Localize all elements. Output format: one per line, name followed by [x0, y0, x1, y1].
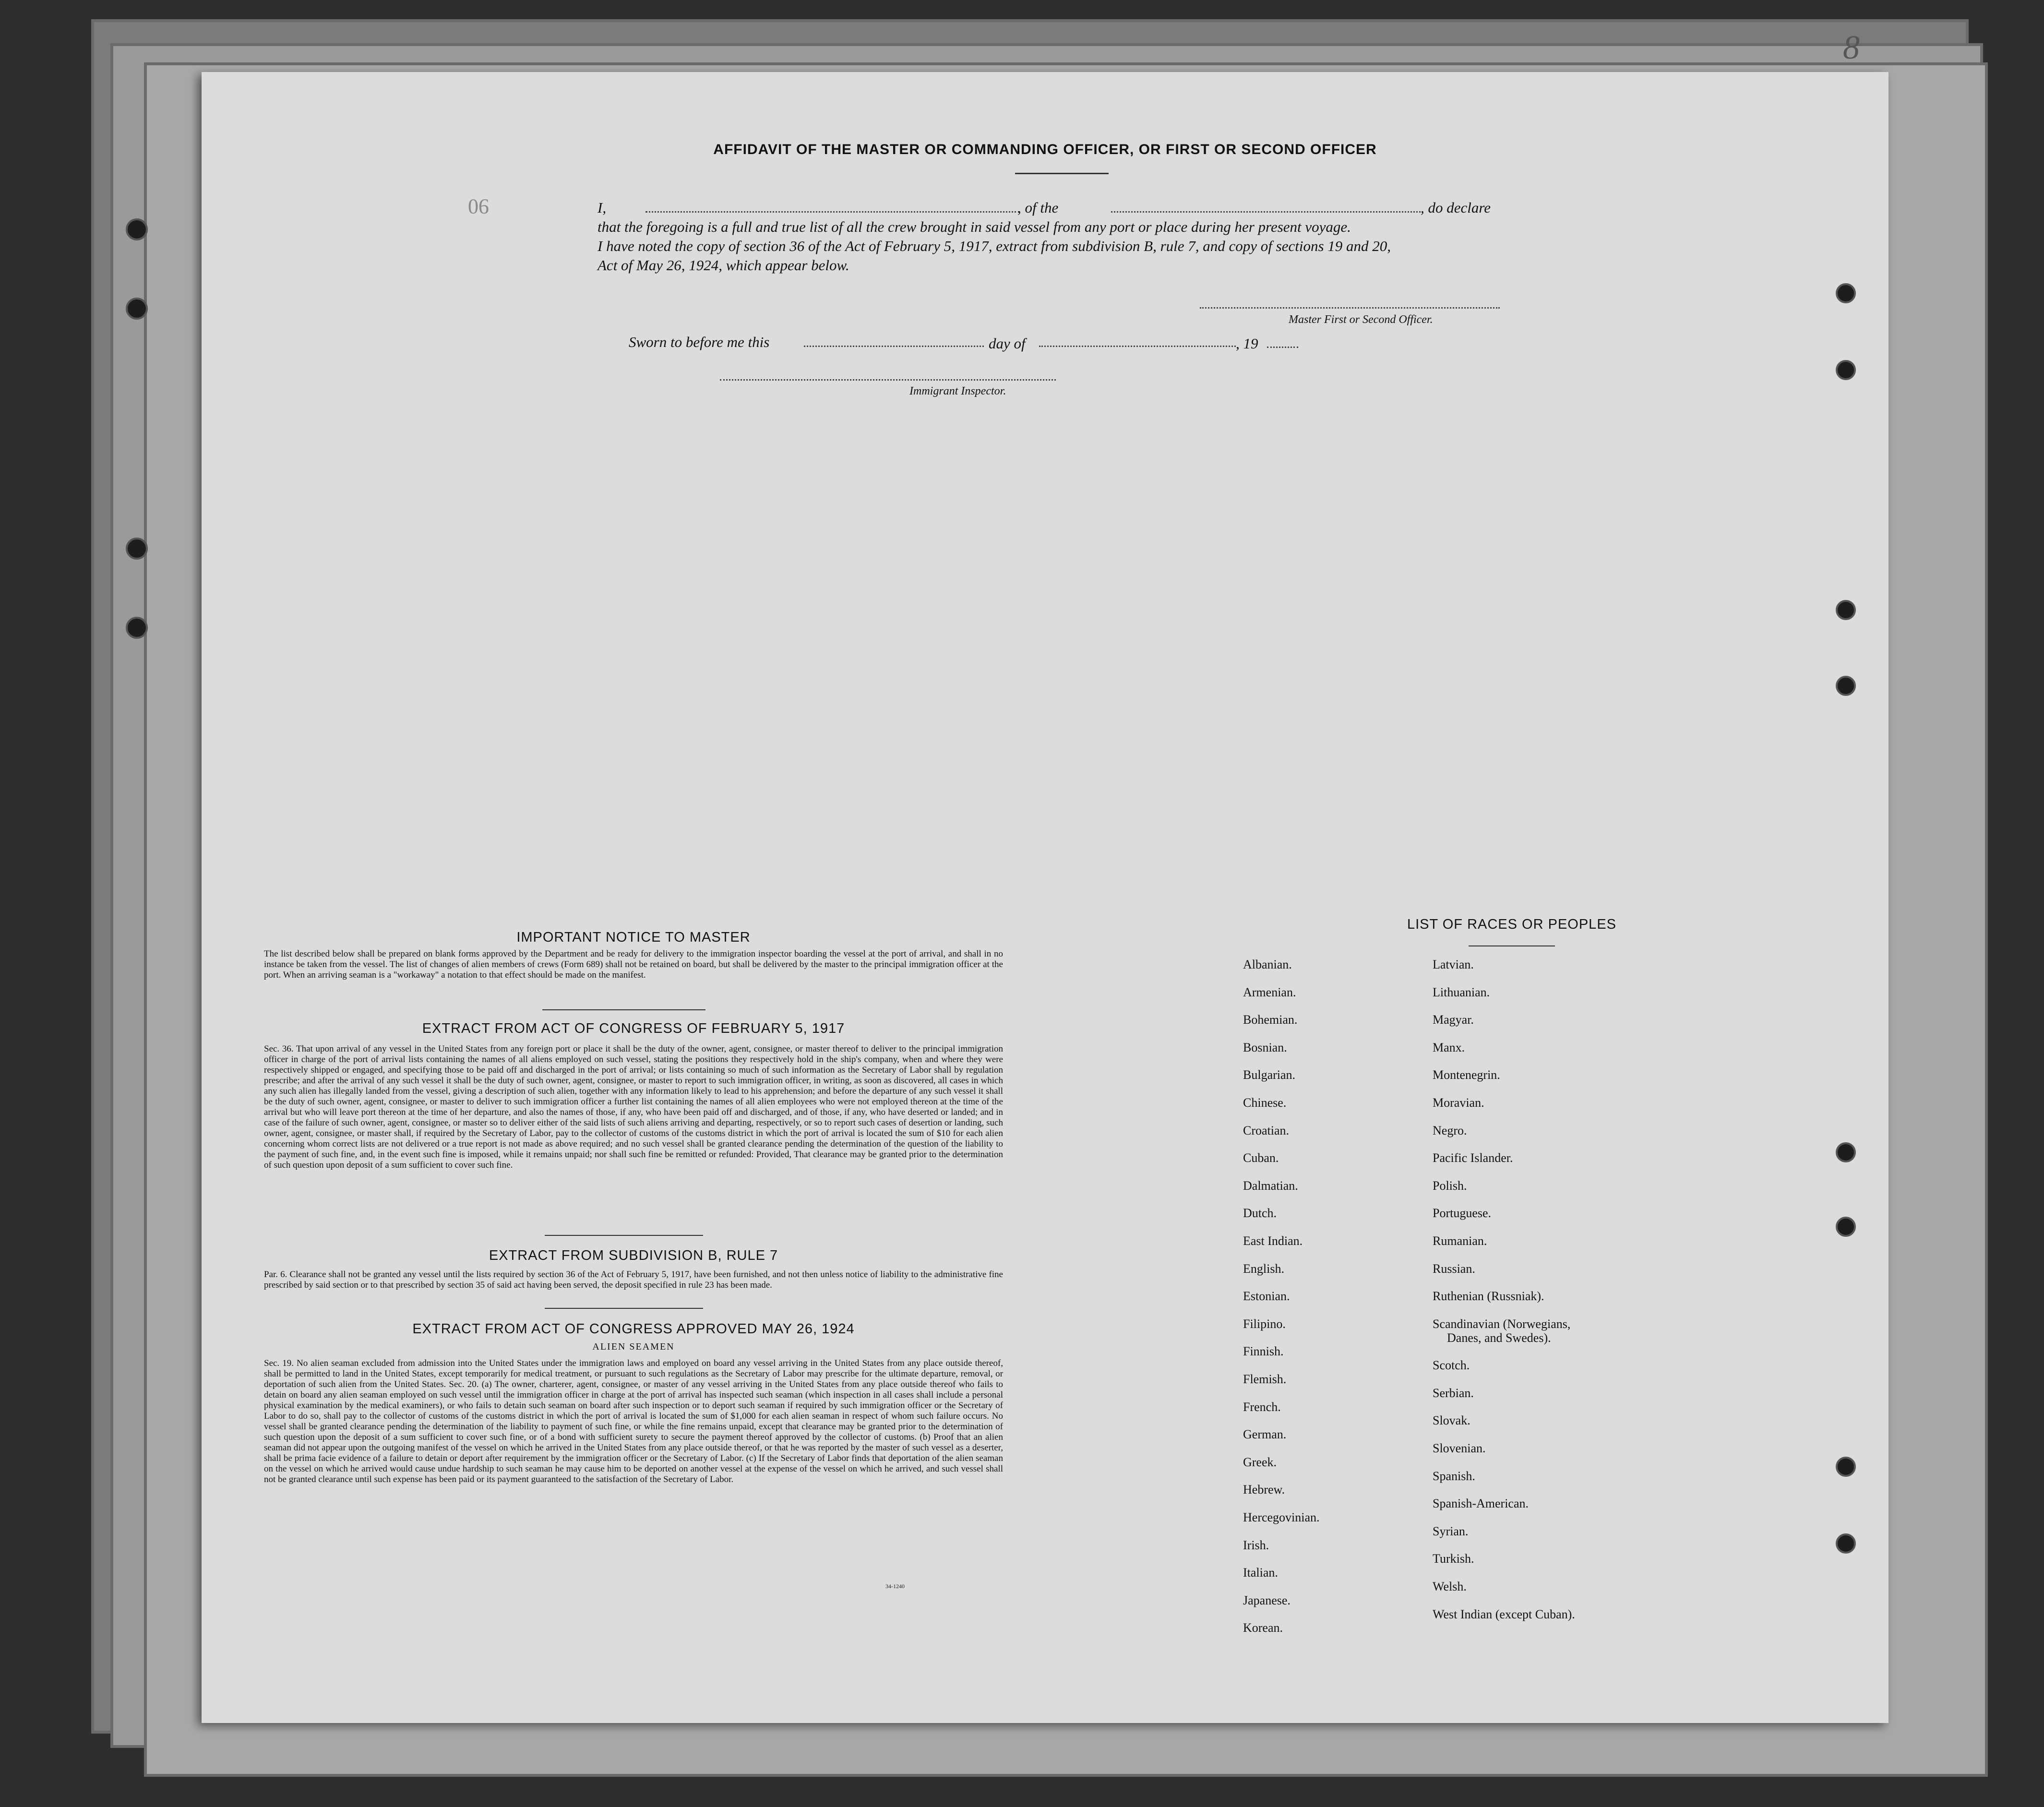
punch-hole-icon	[1836, 1457, 1856, 1477]
race-item: Turkish.	[1433, 1552, 1474, 1566]
affidavit-declare-label: , do declare	[1421, 199, 1491, 216]
extract-1924-text: Sec. 19. No alien seaman excluded from admission into the United States under the immigration laws and employed on board any vessel arriving in the United States from any place outside thereof, shall be permitted to land in the United States, except temporarily for medical treatment, or pursuant to such regulations as the Secretary of Labor may prescribe for the ultimate departure, removal, or deportation of such alien from the United States. Sec. 20. (a) The owner, charterer, agent, consignee, or master of any vessel arriving in the United States from any place outside thereof who fails to detain on board any alien seaman employed on such vessel until the immigration officer in charge at the port of arrival has inspected such seaman (which inspection in all cases shall include a personal physical examination by the medical examiners), or who fails to detain such seaman on board after such inspection or to deport such seaman if required by such immigration officer or the Secretary of Labor to do so, shall pay to the collector of customs of the customs district in which the port of arrival is located the sum of $1,000 for each alien seaman in respect of whom such failure occurs. No vessel shall be granted clearance pending the determination of the liability to payment of such fine, or while the fine remains unpaid, except that clearance may be granted prior to the determination of such question upon the deposit of a sum sufficient to cover such fine, or of a bond with sufficient surety to secure the payment thereof approved by the collector of customs. (b) Proof that an alien seaman did not appear upon the outgoing manifest of the vessel on which he arrived in the United States from any place outside thereof, or that he was reported by the master of such vessel as a deserter, shall be prima facie evidence of a failure to detain or deport after requirement by the immigration officer or the Secretary of Labor. (c) If the Secretary of Labor finds that deportation of the alien seaman on the vessel on which he arrived would cause undue hardship to such seaman he may cause him to be deported on another vessel at the expense of the vessel on which he arrived, and such vessel shall not be granted clearance until such expense has been paid or its payment guaranteed to the satisfaction of the Secretary of Labor.	[264, 1358, 1003, 1484]
race-item: Irish.	[1243, 1538, 1269, 1552]
punch-hole-icon	[1836, 676, 1856, 696]
race-item: Bohemian.	[1243, 1013, 1298, 1027]
race-item: Bulgarian.	[1243, 1068, 1296, 1082]
race-item: Slovak.	[1433, 1413, 1470, 1428]
master-signature-label: Master First or Second Officer.	[1289, 313, 1433, 326]
divider	[1469, 945, 1555, 946]
divider	[1015, 173, 1109, 174]
race-item: Armenian.	[1243, 985, 1296, 999]
race-item: Cuban.	[1243, 1151, 1279, 1165]
race-item: Dalmatian.	[1243, 1178, 1298, 1193]
affidavit-line-3: I have noted the copy of section 36 of the Act of February 5, 1917, extract from subdivision B, rule 7, and copy of sections 19 and 20,	[598, 238, 1391, 254]
year-label: , 19	[1236, 335, 1258, 352]
race-item: Negro.	[1433, 1123, 1467, 1137]
stamp-number: 90	[468, 195, 489, 218]
race-item: Spanish-American.	[1433, 1496, 1529, 1511]
extract-1917-title: EXTRACT FROM ACT OF CONGRESS OF FEBRUARY 5, 1917	[422, 1021, 845, 1036]
punch-hole-icon	[126, 617, 148, 639]
race-item: Lithuanian.	[1433, 985, 1490, 999]
race-item: Russian.	[1433, 1261, 1475, 1276]
race-item: West Indian (except Cuban).	[1433, 1607, 1575, 1621]
race-item: Scotch.	[1433, 1358, 1470, 1373]
divider	[542, 1009, 705, 1010]
punch-hole-icon	[1836, 600, 1856, 620]
extract-1924-title: EXTRACT FROM ACT OF CONGRESS APPROVED MAY 26, 1924	[412, 1321, 855, 1337]
race-item: Korean.	[1243, 1621, 1283, 1635]
race-item: Chinese.	[1243, 1096, 1287, 1110]
sworn-day-field[interactable]	[804, 346, 984, 347]
race-item: Magyar.	[1433, 1013, 1474, 1027]
punch-hole-icon	[1836, 360, 1856, 380]
sworn-month-field[interactable]	[1039, 346, 1236, 347]
race-item: Hebrew.	[1243, 1483, 1285, 1497]
form-number: 34-1240	[885, 1583, 905, 1590]
race-item: German.	[1243, 1427, 1287, 1442]
race-item: Italian.	[1243, 1566, 1278, 1580]
divider	[545, 1235, 703, 1236]
master-name-field[interactable]	[645, 211, 1020, 213]
race-item: Montenegrin.	[1433, 1068, 1500, 1082]
race-item: Flemish.	[1243, 1372, 1287, 1386]
extract-1917-text: Sec. 36. That upon arrival of any vessel in the United States from any foreign port or place it shall be the duty of the owner, agent, consignee, or master thereof to deliver to the principal immigration officer in charge of the port of arrival lists containing the names of all aliens employed on such vessel, stating the positions they respectively hold in the ship's company, when and where they were respectively shipped or engaged, and specifying those to be paid off and discharged in the port of arrival; or lists containing so much of such information as the Secretary of Labor shall by regulation prescribe; and after the arrival of any such vessel it shall be the duty of such owner, agent, consignee, or master to report to such immigration officer, in writing, as soon as discovered, all cases in which any such alien has illegally landed from the vessel, giving a description of such alien, together with any information likely to lead to his apprehension; and before the departure of any such vessel it shall be the duty of such owner, agent, consignee, or master to deliver to such immigration officer a further list containing the names of all alien employees who were not employed thereon at the time of the arrival but who will leave port thereon at the time of her departure, and also the names of those, if any, who have been paid off and discharged, and of those, if any, who have deserted or landed; and in case of the failure of such owner, agent, consignee, or master so to deliver either of the said lists of such aliens arriving and departing, respectively, or so to report such cases of desertion or landing, such owner, agent, consignee, or master shall, if required by the Secretary of Labor, pay to the collector of customs of the customs district in which the port of arrival is located the sum of $10 for each alien concerning whom correct lists are not delivered or a true report is not made as above required; and no such vessel shall be granted clearance pending the determination of the question of the liability to the payment of such fine, and, in the event such fine is imposed, while it remains unpaid; nor shall such fine be remitted or refunded: Provided, That clearance may be granted prior to the determination of such question upon deposit of a sum sufficient to cover such fine.	[264, 1044, 1003, 1170]
race-item: Croatian.	[1243, 1123, 1290, 1137]
sworn-label: Sworn to before me this	[629, 334, 770, 350]
extract-rule7-text: Par. 6. Clearance shall not be granted any vessel until the lists required by section 36 of the Act of February 5, 1917, have been furnished, and not then unless notice of liability to the administrative fine prescribed by said section or to that prescribed by section 35 of said act having been served, the deposit specified in rule 23 has been made.	[264, 1269, 1003, 1290]
race-item: Danes, and Swedes).	[1447, 1330, 1551, 1345]
vessel-name-field[interactable]	[1111, 211, 1421, 213]
race-item: Pacific Islander.	[1433, 1151, 1513, 1165]
race-item: Welsh.	[1433, 1580, 1467, 1593]
punch-hole-icon	[126, 298, 148, 320]
day-of-label: day of	[989, 335, 1026, 352]
punch-hole-icon	[1836, 1142, 1856, 1162]
race-item: Finnish.	[1243, 1344, 1284, 1359]
sworn-year-field[interactable]	[1267, 347, 1298, 348]
manifest-page	[202, 72, 1889, 1723]
affidavit-i-label: I,	[598, 199, 607, 216]
race-item: Japanese.	[1243, 1593, 1291, 1607]
race-item: Spanish.	[1433, 1469, 1475, 1483]
race-item: Ruthenian (Russniak).	[1433, 1289, 1544, 1304]
race-item: Dutch.	[1243, 1206, 1277, 1221]
race-item: Slovenian.	[1433, 1441, 1486, 1455]
race-item: Serbian.	[1433, 1386, 1474, 1400]
inspector-signature-field[interactable]	[720, 379, 1056, 381]
race-item: Estonian.	[1243, 1289, 1290, 1304]
race-item: Filipino.	[1243, 1316, 1286, 1331]
page-number: 8	[1843, 29, 1860, 66]
punch-hole-icon	[1836, 283, 1856, 303]
races-title: LIST OF RACES OR PEOPLES	[1407, 917, 1617, 932]
extract-1924-subtitle: ALIEN SEAMEN	[592, 1341, 675, 1352]
race-item: Rumanian.	[1433, 1234, 1487, 1248]
punch-hole-icon	[1836, 1217, 1856, 1237]
race-item: Hercegovinian.	[1243, 1510, 1320, 1524]
race-item: Moravian.	[1433, 1096, 1484, 1110]
affidavit-of-the-label: , of the	[1017, 199, 1059, 216]
affidavit-line-4: Act of May 26, 1924, which appear below.	[598, 257, 849, 274]
affidavit-title: AFFIDAVIT OF THE MASTER OR COMMANDING OFFICER, OR FIRST OR SECOND OFFICER	[713, 142, 1377, 157]
race-item: Greek.	[1243, 1455, 1277, 1469]
notice-title: IMPORTANT NOTICE TO MASTER	[516, 930, 751, 945]
race-item: Polish.	[1433, 1178, 1467, 1193]
race-item: Manx.	[1433, 1040, 1465, 1054]
divider	[545, 1308, 703, 1309]
inspector-label: Immigrant Inspector.	[909, 385, 1006, 397]
punch-hole-icon	[1836, 1533, 1856, 1554]
race-item: Portuguese.	[1433, 1206, 1492, 1221]
race-item: French.	[1243, 1400, 1281, 1414]
extract-rule7-title: EXTRACT FROM SUBDIVISION B, RULE 7	[489, 1248, 778, 1263]
race-item: Latvian.	[1433, 957, 1474, 971]
race-item: Bosnian.	[1243, 1040, 1287, 1054]
punch-hole-icon	[126, 218, 148, 240]
race-item: East Indian.	[1243, 1234, 1303, 1248]
race-item: Syrian.	[1433, 1524, 1469, 1538]
affidavit-line-2: that the foregoing is a full and true list of all the crew brought in said vessel from any port or place during her present voyage.	[598, 218, 1351, 235]
race-item: English.	[1243, 1261, 1284, 1276]
punch-hole-icon	[126, 538, 148, 560]
master-signature-field[interactable]	[1200, 307, 1500, 309]
notice-text: The list described below shall be prepared on blank forms approved by the Department and be ready for delivery to the immigration inspector boarding the vessel at the port of arrival, and shall in no instance be taken from the vessel. The list of changes of alien members of crews (Form 689) shall not be retained on board, but shall be delivered by the master to the principal immigration officer at the port. When an arriving seaman is a "workaway" a notation to that effect should be made on the manifest.	[264, 949, 1003, 980]
race-item: Albanian.	[1243, 957, 1292, 971]
race-item: Scandinavian (Norwegians,	[1433, 1316, 1571, 1331]
